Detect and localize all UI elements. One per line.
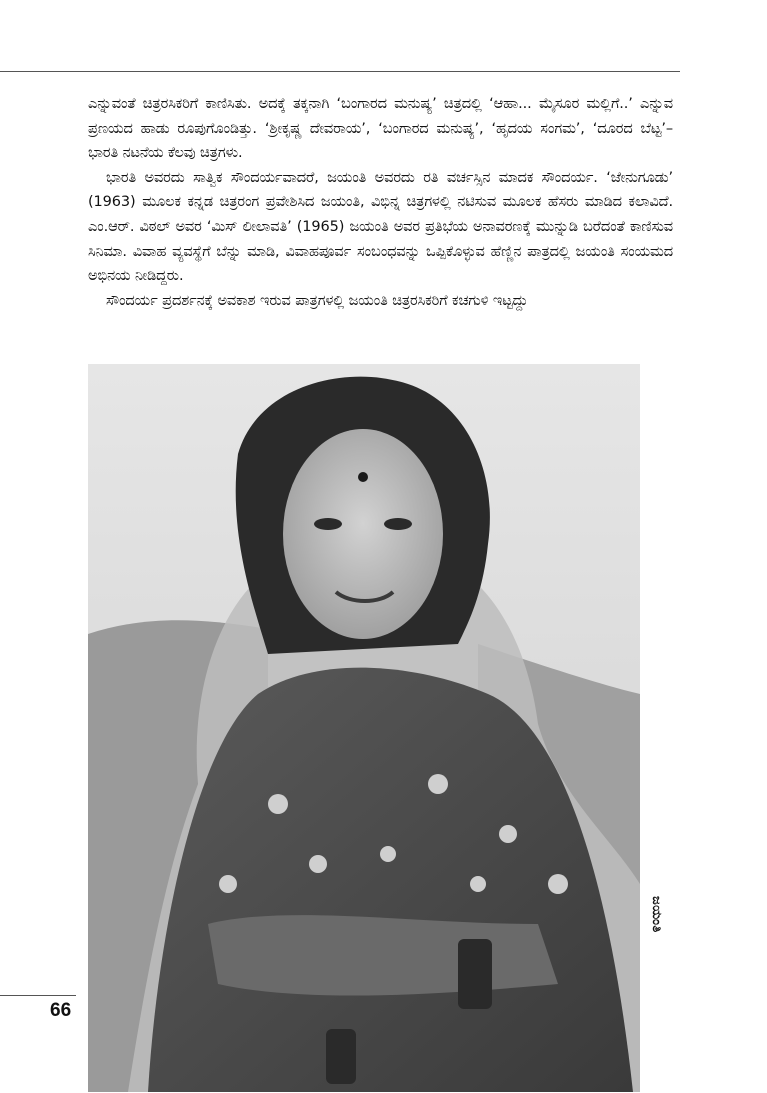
- photo-caption: ಜಯಂತಿ: [649, 896, 664, 933]
- paragraph-1: ಎನ್ನುವಂತೆ ಚಿತ್ರರಸಿಕರಿಗೆ ಕಾಣಿಸಿತು. ಅದಕ್ಕೆ ತಕ್ಕನಾಗಿ ‘ಬಂಗಾರದ ಮನುಷ್ಯ’ ಚಿತ್ರದಲ್ಲಿ ‘ಆಹಾ... ಮೈಸೂರ ಮಲ್ಲಿಗೆ..’ ಎನ್ನುವ ಪ್ರಣಯದ ಹಾಡು ರೂಪುಗೊಂಡಿತ್ತು. ‘ಶ್ರೀಕೃಷ್ಣ ದೇವರಾಯ’, ‘ಬಂಗಾರದ ಮನುಷ್ಯ’, ‘ಹೃದಯ ಸಂಗಮ’, ‘ದೂರದ ಬೆಟ್ಟ’– ಭಾರತಿ ನಟನೆಯ ಕೆಲವು ಚಿತ್ರಗಳು.: [88, 96, 673, 162]
- article-body: [88, 92, 673, 313]
- page-number: 66: [50, 1000, 72, 1021]
- paragraph-2: ಭಾರತಿ ಅವರದು ಸಾತ್ವಿಕ ಸೌಂದರ್ಯವಾದರೆ, ಜಯಂತಿ ಅವರದು ರತಿ ವರ್ಚಸ್ಸಿನ ಮಾದಕ ಸೌಂದರ್ಯ. ‘ಜೇನುಗೂಡು’ (1963) ಮೂಲಕ ಕನ್ನಡ ಚಿತ್ರರಂಗ ಪ್ರವೇಶಿಸಿದ ಜಯಂತಿ, ವಿಭಿನ್ನ ಚಿತ್ರಗಳಲ್ಲಿ ನಟಿಸುವ ಮೂಲಕ ಹೆಸರು ಮಾಡಿದ ಕಲಾವಿದೆ. ಎಂ.ಆರ್. ವಿಠಲ್ ಅವರ ‘ಮಿಸ್ ಲೀಲಾವತಿ’ (1965) ಜಯಂತಿ ಅವರ ಪ್ರತಿಭೆಯ ಅನಾವರಣಕ್ಕೆ ಮುನ್ನುಡಿ ಬರೆದಂತೆ ಕಾಣಿಸುವ ಸಿನಿಮಾ. ವಿವಾಹ ವ್ಯವಸ್ಥೆಗೆ ಬೆನ್ನು ಮಾಡಿ, ವಿವಾಹಪೂರ್ವ ಸಂಬಂಧವನ್ನು ಒಪ್ಪಿಕೊಳ್ಳುವ ಹೆಣ್ಣಿನ ಪಾತ್ರದಲ್ಲಿ ಜಯಂತಿ ಸಂಯಮದ ಅಭಿನಯ ನೀಡಿದ್ದರು.: [88, 169, 673, 285]
- portrait-photo: [88, 364, 640, 1092]
- footer-rule: [0, 995, 76, 996]
- paragraph-3: ಸೌಂದರ್ಯ ಪ್ರದರ್ಶನಕ್ಕೆ ಅವಕಾಶ ಇರುವ ಪಾತ್ರಗಳಲ್ಲಿ ಜಯಂತಿ ಚಿತ್ರರಸಿಕರಿಗೆ ಕಚಗುಳಿ ಇಟ್ಟದ್ದು: [106, 292, 528, 309]
- top-rule: [0, 71, 680, 72]
